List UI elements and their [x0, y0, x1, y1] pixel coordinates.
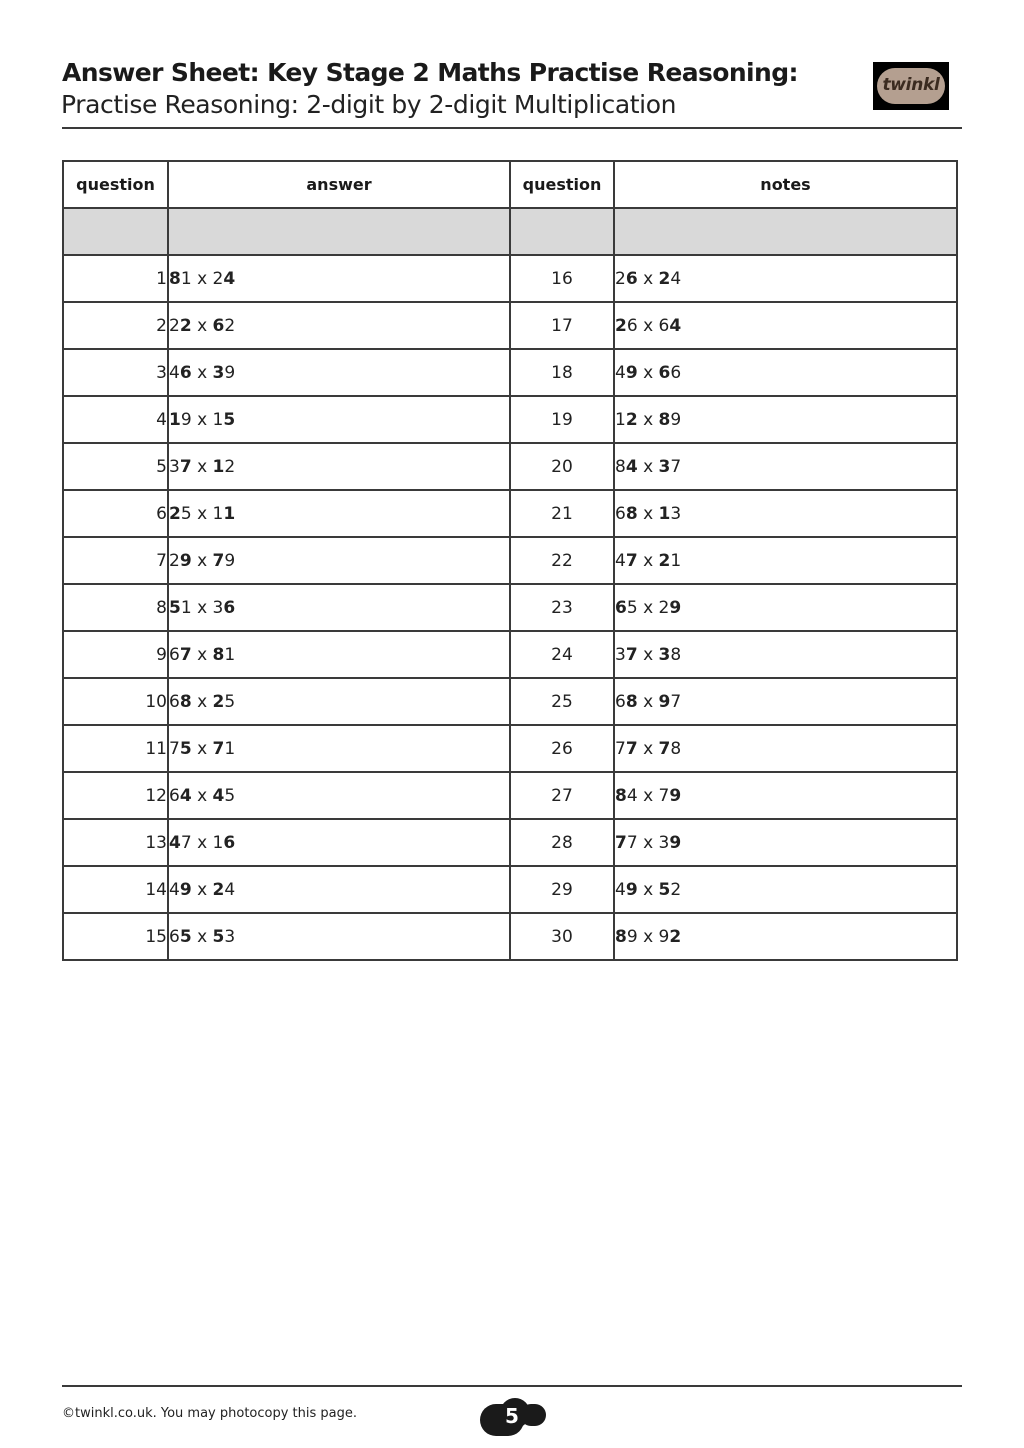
- notes-expression: [614, 631, 957, 678]
- bold-digit: 8: [169, 268, 181, 289]
- table-row: [63, 913, 957, 960]
- expression-text: x: [637, 738, 659, 759]
- expression-text: 9: [224, 362, 236, 383]
- answer-table: [62, 160, 958, 961]
- question-number: 9: [63, 631, 168, 678]
- question-number-2: 28: [510, 819, 614, 866]
- notes-expression: [614, 584, 957, 631]
- question-number: 4: [63, 396, 168, 443]
- expression-text: 2: [169, 315, 180, 336]
- bold-digit: 7: [212, 550, 225, 571]
- bold-digit: 4: [625, 456, 638, 477]
- expression-text: 6 x 6: [626, 315, 670, 336]
- bold-digit: 9: [669, 785, 682, 806]
- expression-text: 9 x 9: [626, 926, 670, 947]
- answer-expression: [168, 725, 510, 772]
- expression-text: 7 x 3: [626, 832, 670, 853]
- expression-text: 7: [670, 691, 682, 712]
- bold-digit: 8: [615, 785, 627, 806]
- expression-text: x: [191, 315, 213, 336]
- notes-expression: [614, 772, 957, 819]
- expression-text: 2: [169, 550, 180, 571]
- notes-expression: [614, 443, 957, 490]
- page-number-badge: [480, 1398, 546, 1438]
- bold-digit: 7: [625, 644, 638, 665]
- table-row: [63, 396, 957, 443]
- bold-digit: 6: [658, 362, 671, 383]
- table-header-row: [63, 161, 957, 208]
- answer-expression: [168, 490, 510, 537]
- expression-text: 2: [615, 268, 626, 289]
- expression-text: 6: [169, 644, 180, 665]
- table-row: [63, 725, 957, 772]
- bold-digit: 8: [658, 409, 671, 430]
- bold-digit: 5: [169, 597, 181, 618]
- expression-text: 9: [670, 409, 682, 430]
- expression-text: 8: [670, 738, 682, 759]
- expression-text: 1: [224, 738, 236, 759]
- bold-digit: 8: [179, 691, 192, 712]
- bold-digit: 3: [658, 456, 671, 477]
- answer-expression: [168, 396, 510, 443]
- notes-expression: [614, 537, 957, 584]
- bold-digit: 2: [212, 879, 225, 900]
- question-number: 13: [63, 819, 168, 866]
- expression-text: 4 x 7: [626, 785, 670, 806]
- answer-expression: [168, 772, 510, 819]
- expression-text: x: [191, 550, 213, 571]
- bold-digit: 4: [669, 315, 682, 336]
- bold-digit: 8: [625, 691, 638, 712]
- question-number: 5: [63, 443, 168, 490]
- expression-text: x: [191, 362, 213, 383]
- bold-digit: 4: [223, 268, 236, 289]
- expression-text: x: [637, 268, 659, 289]
- column-header-answer: answer: [168, 161, 510, 208]
- answer-expression: [168, 678, 510, 725]
- question-number: 2: [63, 302, 168, 349]
- question-number: 7: [63, 537, 168, 584]
- expression-text: 1 x 3: [180, 597, 224, 618]
- twinkl-logo: [873, 62, 949, 110]
- copyright-notice: ©twinkl.co.uk. You may photocopy this page.: [62, 1406, 358, 1421]
- notes-expression: [614, 678, 957, 725]
- bold-digit: 4: [179, 785, 192, 806]
- expression-text: 2: [670, 879, 682, 900]
- expression-text: 9 x 1: [180, 409, 224, 430]
- expression-text: x: [191, 785, 213, 806]
- bold-digit: 2: [179, 315, 192, 336]
- table-row: [63, 819, 957, 866]
- expression-text: 3: [224, 926, 236, 947]
- bold-digit: 4: [212, 785, 225, 806]
- expression-text: x: [637, 409, 659, 430]
- expression-text: 6: [615, 503, 626, 524]
- expression-text: 2: [224, 456, 236, 477]
- answer-expression: [168, 537, 510, 584]
- table-row: [63, 302, 957, 349]
- expression-text: 7 x 1: [180, 832, 224, 853]
- question-number: 3: [63, 349, 168, 396]
- bold-digit: 8: [625, 503, 638, 524]
- expression-text: 5: [224, 785, 236, 806]
- notes-expression: [614, 866, 957, 913]
- expression-text: 4: [169, 879, 180, 900]
- bold-digit: 5: [658, 879, 671, 900]
- answer-expression: [168, 584, 510, 631]
- column-header-question-2: question: [510, 161, 614, 208]
- expression-text: 7: [670, 456, 682, 477]
- bold-digit: 2: [669, 926, 682, 947]
- shaded-spacer-row: [63, 208, 957, 255]
- shaded-cell: [63, 208, 168, 255]
- expression-text: 1 x 2: [180, 268, 224, 289]
- header-divider: [62, 127, 962, 129]
- table-row: [63, 631, 957, 678]
- bold-digit: 6: [615, 597, 627, 618]
- question-number: 14: [63, 866, 168, 913]
- bold-digit: 2: [625, 409, 638, 430]
- notes-expression: [614, 913, 957, 960]
- bold-digit: 9: [658, 691, 671, 712]
- expression-text: 2: [224, 315, 236, 336]
- bold-digit: 8: [212, 644, 225, 665]
- expression-text: 6: [169, 691, 180, 712]
- expression-text: x: [191, 644, 213, 665]
- expression-text: 8: [615, 456, 626, 477]
- question-number-2: 18: [510, 349, 614, 396]
- table-row: [63, 678, 957, 725]
- expression-text: 3: [169, 456, 180, 477]
- shaded-cell: [510, 208, 614, 255]
- expression-text: x: [637, 456, 659, 477]
- question-number: 6: [63, 490, 168, 537]
- bold-digit: 9: [669, 832, 682, 853]
- notes-expression: [614, 349, 957, 396]
- expression-text: 1: [224, 644, 236, 665]
- expression-text: 4: [615, 362, 626, 383]
- bold-digit: 6: [212, 315, 225, 336]
- question-number: 10: [63, 678, 168, 725]
- bold-digit: 3: [658, 644, 671, 665]
- shaded-cell: [614, 208, 957, 255]
- expression-text: 4: [615, 879, 626, 900]
- bold-digit: 5: [179, 738, 192, 759]
- expression-text: 6: [615, 691, 626, 712]
- question-number-2: 25: [510, 678, 614, 725]
- question-number-2: 19: [510, 396, 614, 443]
- expression-text: 4: [224, 879, 236, 900]
- expression-text: 5: [224, 691, 236, 712]
- notes-expression: [614, 819, 957, 866]
- bold-digit: 7: [615, 832, 627, 853]
- page-number: 5: [505, 1404, 519, 1428]
- bold-digit: 6: [625, 268, 638, 289]
- expression-text: x: [637, 879, 659, 900]
- bold-digit: 7: [179, 644, 192, 665]
- expression-text: 4: [615, 550, 626, 571]
- question-number-2: 30: [510, 913, 614, 960]
- notes-expression: [614, 725, 957, 772]
- answer-expression: [168, 255, 510, 302]
- question-number-2: 27: [510, 772, 614, 819]
- answer-expression: [168, 913, 510, 960]
- table-row: [63, 772, 957, 819]
- table-row: [63, 255, 957, 302]
- logo-text: twinkl: [882, 75, 940, 95]
- question-number-2: 17: [510, 302, 614, 349]
- table-row: [63, 866, 957, 913]
- notes-expression: [614, 396, 957, 443]
- expression-text: 7: [615, 738, 626, 759]
- bold-digit: 6: [223, 832, 236, 853]
- expression-text: 6: [670, 362, 682, 383]
- expression-text: x: [637, 550, 659, 571]
- bold-digit: 3: [212, 362, 225, 383]
- bold-digit: 5: [212, 926, 225, 947]
- answer-expression: [168, 443, 510, 490]
- expression-text: 1: [615, 409, 626, 430]
- expression-text: 9: [224, 550, 236, 571]
- column-header-notes: notes: [614, 161, 957, 208]
- question-number: 11: [63, 725, 168, 772]
- table-row: [63, 584, 957, 631]
- question-number: 8: [63, 584, 168, 631]
- expression-text: 4: [169, 362, 180, 383]
- expression-text: x: [637, 362, 659, 383]
- expression-text: x: [191, 738, 213, 759]
- expression-text: 5 x 2: [626, 597, 670, 618]
- notes-expression: [614, 302, 957, 349]
- question-number-2: 24: [510, 631, 614, 678]
- bold-digit: 8: [615, 926, 627, 947]
- notes-expression: [614, 255, 957, 302]
- bold-digit: 9: [179, 550, 192, 571]
- column-header-question: question: [63, 161, 168, 208]
- bold-digit: 1: [169, 409, 181, 430]
- expression-text: x: [637, 644, 659, 665]
- bold-digit: 7: [179, 456, 192, 477]
- answer-expression: [168, 819, 510, 866]
- answer-expression: [168, 349, 510, 396]
- page-subtitle: Practise Reasoning: 2-digit by 2-digit Multiplication: [61, 90, 677, 119]
- page-title: Answer Sheet: Key Stage 2 Maths Practise Reasoning:: [62, 58, 798, 87]
- bold-digit: 5: [223, 409, 236, 430]
- question-number: 12: [63, 772, 168, 819]
- bold-digit: 1: [223, 503, 236, 524]
- expression-text: 3: [670, 503, 682, 524]
- shaded-cell: [168, 208, 510, 255]
- expression-text: x: [637, 503, 659, 524]
- bold-digit: 7: [625, 550, 638, 571]
- answer-expression: [168, 302, 510, 349]
- bold-digit: 5: [179, 926, 192, 947]
- bold-digit: 9: [179, 879, 192, 900]
- bold-digit: 7: [658, 738, 671, 759]
- table-row: [63, 490, 957, 537]
- question-number-2: 23: [510, 584, 614, 631]
- expression-text: x: [191, 691, 213, 712]
- expression-text: x: [637, 691, 659, 712]
- expression-text: x: [191, 879, 213, 900]
- table-row: [63, 349, 957, 396]
- bold-digit: 4: [169, 832, 181, 853]
- table-row: [63, 537, 957, 584]
- bold-digit: 6: [223, 597, 236, 618]
- bold-digit: 2: [212, 691, 225, 712]
- question-number: 1: [63, 255, 168, 302]
- bold-digit: 1: [212, 456, 225, 477]
- bold-digit: 7: [212, 738, 225, 759]
- notes-expression: [614, 490, 957, 537]
- bold-digit: 9: [669, 597, 682, 618]
- bold-digit: 9: [625, 362, 638, 383]
- question-number-2: 16: [510, 255, 614, 302]
- bold-digit: 2: [658, 550, 671, 571]
- expression-text: 3: [615, 644, 626, 665]
- expression-text: x: [191, 926, 213, 947]
- expression-text: 6: [169, 785, 180, 806]
- question-number-2: 29: [510, 866, 614, 913]
- expression-text: 7: [169, 738, 180, 759]
- bold-digit: 2: [615, 315, 627, 336]
- bold-digit: 6: [179, 362, 192, 383]
- expression-text: 4: [670, 268, 682, 289]
- expression-text: 1: [670, 550, 682, 571]
- expression-text: 5 x 1: [180, 503, 224, 524]
- bold-digit: 1: [658, 503, 671, 524]
- answer-expression: [168, 866, 510, 913]
- expression-text: 8: [670, 644, 682, 665]
- question-number-2: 21: [510, 490, 614, 537]
- bold-digit: 2: [658, 268, 671, 289]
- question-number: 15: [63, 913, 168, 960]
- bold-digit: 7: [625, 738, 638, 759]
- question-number-2: 26: [510, 725, 614, 772]
- table-row: [63, 443, 957, 490]
- expression-text: 6: [169, 926, 180, 947]
- answer-expression: [168, 631, 510, 678]
- bold-digit: 2: [169, 503, 181, 524]
- question-number-2: 20: [510, 443, 614, 490]
- question-number-2: 22: [510, 537, 614, 584]
- expression-text: x: [191, 456, 213, 477]
- footer-divider: [62, 1385, 962, 1387]
- bold-digit: 9: [625, 879, 638, 900]
